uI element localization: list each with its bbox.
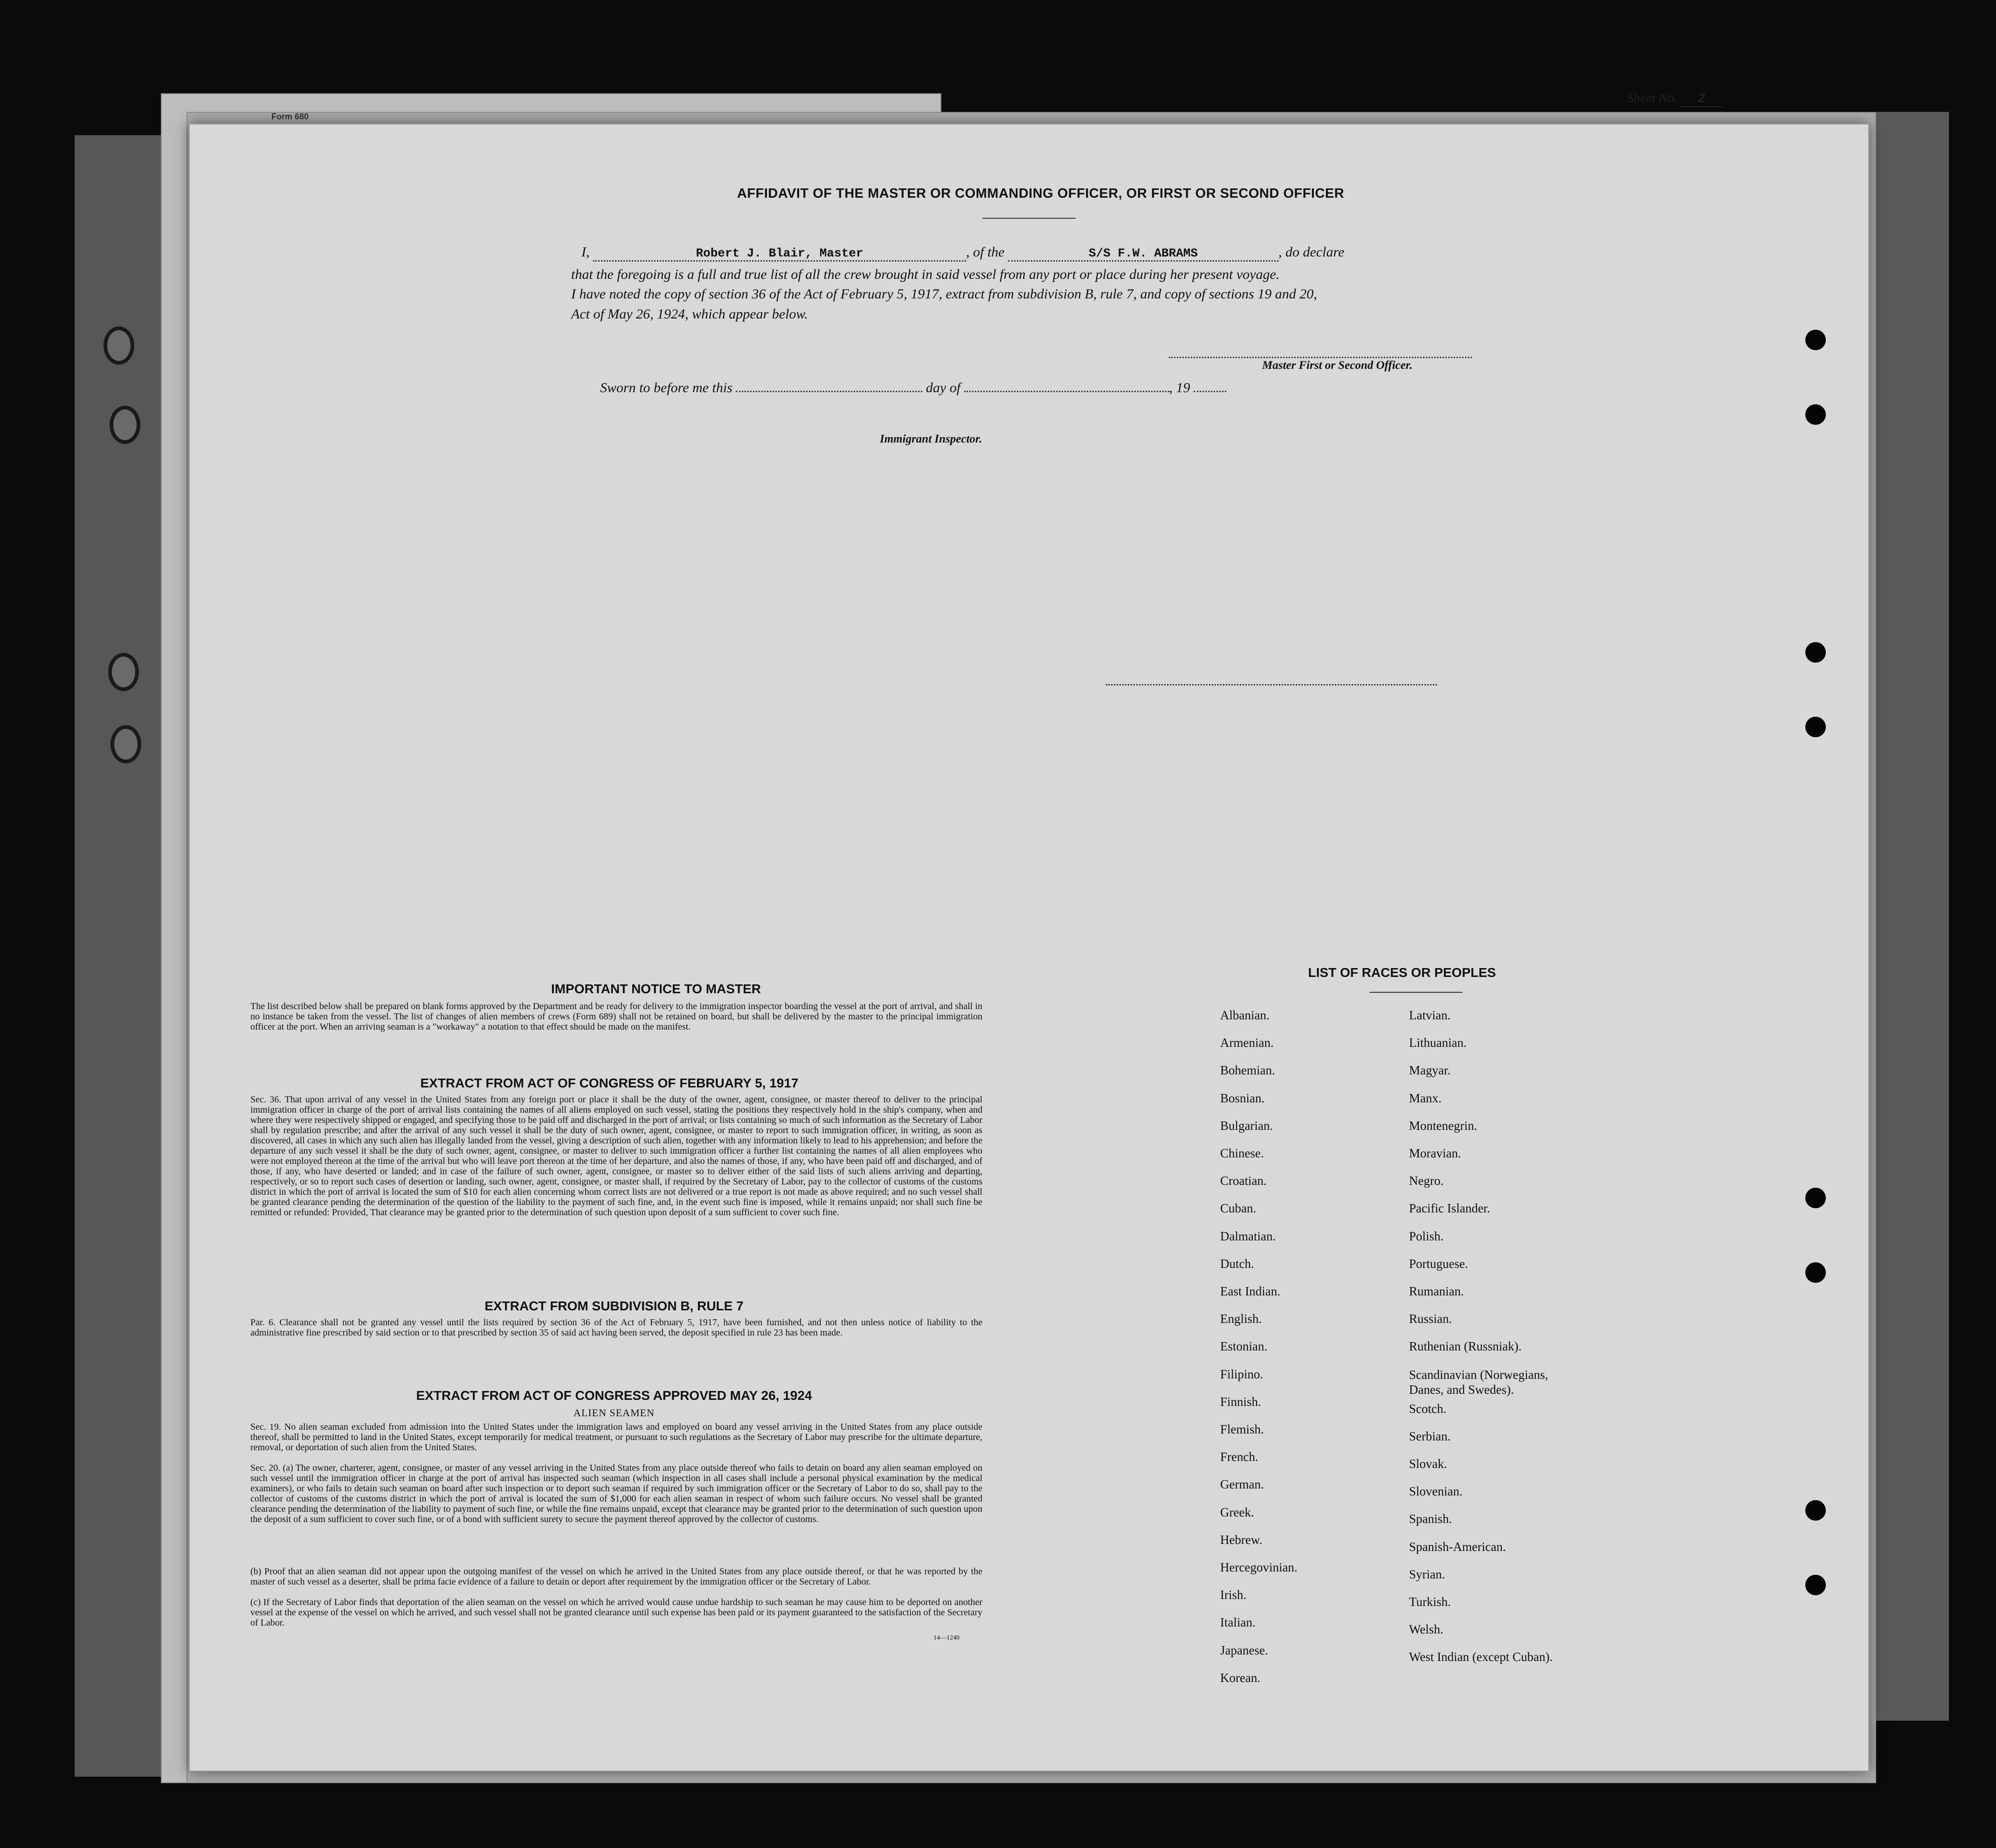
extract-1924-sec20c: (c) If the Secretary of Labor finds that deportation of the alien seaman on the vessel on which he arrived would cause undue hardship to such seaman he may cause him to be deported on another vessel at the expense of the vessel on which he arrived, and such vessel shall not be granted clearance until such expense has been paid or its payment guaranteed to the satisfaction of the Secretary of Labor. [250, 1597, 982, 1628]
race-item: Syrian. [1409, 1567, 1445, 1581]
punch-hole [1805, 1500, 1826, 1521]
race-item: Hebrew. [1220, 1533, 1263, 1547]
race-item: Magyar. [1409, 1063, 1451, 1077]
race-item: Chinese. [1220, 1146, 1264, 1160]
affidavit-title: AFFIDAVIT OF THE MASTER OR COMMANDING OFFICER, OR FIRST OR SECOND OFFICER [737, 186, 1345, 201]
extract-1924-subtitle: ALIEN SEAMEN [573, 1407, 655, 1419]
sheet-number: 2 [1680, 92, 1722, 107]
signature-caption: Master First or Second Officer. [1262, 359, 1413, 372]
affidavit-line-4: Act of May 26, 1924, which appear below. [571, 306, 808, 322]
punch-hole [1805, 1188, 1826, 1208]
form-number: Form 680 [271, 112, 309, 121]
punch-hole [1805, 717, 1826, 737]
notice-title: IMPORTANT NOTICE TO MASTER [551, 982, 761, 996]
race-item: Spanish. [1409, 1512, 1452, 1526]
binder-ring [111, 725, 141, 763]
race-item: Negro. [1409, 1174, 1444, 1188]
binder-ring [108, 653, 139, 691]
punch-hole [1805, 1262, 1826, 1283]
race-item: Moravian. [1409, 1146, 1461, 1160]
race-item: Welsh. [1409, 1622, 1443, 1636]
notice-body: The list described below shall be prepared on blank forms approved by the Department and be ready for delivery to the immigration inspector boarding the vessel at the port of arrival, and shall in no instance be taken from the vessel. The list of changes of alien members of crews (Form 689) shall not be retained on board, but shall be delivered by the master to the principal immigration officer at the port. When an arriving seaman is a "workaway" a notation to that effect should be made on the manifest. [250, 1001, 982, 1032]
race-item: Bulgarian. [1220, 1119, 1273, 1133]
extract-rule7-body: Par. 6. Clearance shall not be granted any vessel until the lists required by section 36 of the Act of February 5, 1917, have been furnished, and not then unless notice of liability to the administrative fine prescribed by said section or to that prescribed by section 35 of said act having been served, the deposit specified in rule 23 has been made. [250, 1317, 982, 1338]
race-item: Portuguese. [1409, 1257, 1468, 1271]
sworn-year-field [1194, 391, 1226, 392]
race-item: Italian. [1220, 1615, 1256, 1629]
race-item: Bosnian. [1220, 1091, 1265, 1105]
extract-1917-body: Sec. 36. That upon arrival of any vessel in the United States from any foreign port or place it shall be the duty of the owner, agent, consignee, or master thereof to deliver to the principal immigration officer in charge of the port of arrival lists containing the names of all aliens employed on such vessel, stating the positions they respectively hold in the ship's company, when and where they were respectively shipped or engaged, and specifying those to be paid off and discharged in the port of arrival; or lists containing so much of such information as the Secretary of Labor shall by regulation prescribe; and after the arrival of any such vessel it shall be the duty of such owner, agent, consignee, or master to report to such immigration officer, in writing, as soon as discovered, all cases in which any such alien has illegally landed from the vessel, giving a description of such alien, together with any information likely to lead to his apprehension; and before the departure of any such vessel it shall be the duty of such owner, agent, consignee, or master to deliver to such immigration officer a further list containing the names of all alien employees who were not employed thereon at the time of the arrival but who will leave port thereon at the time of her departure, and also the names of those, if any, who have been paid off and discharged, and of those, if any, who have deserted or landed; and in case of the failure of such owner, agent, consignee, or master so to deliver either of the said lists of such aliens arriving and departing, respectively, or so to report such cases of desertion or landing, such owner, agent, consignee, or master shall, if required by the Secretary of Labor, pay to the collector of customs of the customs district in which the port of arrival is located the sum of $10 for each alien concerning whom correct lists are not delivered or a true report is not made as above required; and no such vessel shall be granted clearance pending the determination of the question of the liability to the payment of such fine, and, in the event such fine is imposed, while it remains unpaid; nor shall such fine be remitted or refunded: Provided, That clearance may be granted prior to the determination of such question upon deposit of a sum sufficient to cover such fine. [250, 1094, 982, 1218]
race-item: Cuban. [1220, 1201, 1257, 1215]
race-item: Korean. [1220, 1671, 1261, 1685]
race-item: Montenegrin. [1409, 1119, 1478, 1133]
master-signature-line [1169, 357, 1472, 358]
sworn-line: Sworn to before me this day of , 19 [600, 380, 1463, 396]
race-item: Russian. [1409, 1312, 1452, 1326]
race-item: Japanese. [1220, 1643, 1268, 1657]
punch-hole [1805, 330, 1826, 350]
races-title: LIST OF RACES OR PEOPLES [1308, 965, 1496, 980]
race-item: Hercegovinian. [1220, 1560, 1298, 1574]
affidavit-page [189, 124, 1869, 1772]
race-item: Scotch. [1409, 1402, 1447, 1416]
race-item: Rumanian. [1409, 1284, 1464, 1298]
race-item: Polish. [1409, 1229, 1444, 1243]
race-item: Turkish. [1409, 1595, 1451, 1609]
extract-1924-title: EXTRACT FROM ACT OF CONGRESS APPROVED MAY 26, 1924 [416, 1388, 812, 1403]
race-item: Slovak. [1409, 1457, 1447, 1471]
race-item: Greek. [1220, 1505, 1254, 1519]
race-item: West Indian (except Cuban). [1409, 1650, 1553, 1664]
race-item: English. [1220, 1312, 1262, 1326]
race-item: Flemish. [1220, 1422, 1264, 1436]
race-item: Croatian. [1220, 1174, 1267, 1188]
affidavit-declaration-line: I, Robert J. Blair, Master , of the S/S F.W. ABRAMS , do declare [581, 244, 1514, 262]
race-item: German. [1220, 1477, 1264, 1491]
race-item: Albanian. [1220, 1008, 1270, 1022]
race-item: Serbian. [1409, 1429, 1451, 1443]
extract-1917-title: EXTRACT FROM ACT OF CONGRESS OF FEBRUARY 5, 1917 [420, 1076, 799, 1090]
race-item: Estonian. [1220, 1339, 1268, 1353]
inspector-signature-line [1106, 684, 1437, 685]
punch-hole [1805, 642, 1826, 663]
affidavit-line-2: that the foregoing is a full and true list of all the crew brought in said vessel from any port or place during her present voyage. [571, 267, 1280, 282]
punch-hole [1805, 404, 1826, 425]
sheet-number-label: Sheet No. 2 [1627, 91, 1722, 107]
race-item: French. [1220, 1450, 1258, 1464]
race-item: Irish. [1220, 1588, 1247, 1602]
race-item: Slovenian. [1409, 1484, 1463, 1498]
race-item: Scandinavian (Norwegians, Danes, and Swedes). [1409, 1368, 1548, 1397]
extract-1924-sec20a: Sec. 20. (a) The owner, charterer, agent, consignee, or master of any vessel arriving in the United States from any place outside thereof who fails to detain on board any alien seaman employed on such vessel until the immigration officer in charge at the port of arrival has inspected such seaman (which inspection in all cases shall include a personal physical examination by the medical examiners), or who fails to detain such seaman on board after such inspection or to deport such seaman if required by such immigration officer or the Secretary of Labor to do so, shall pay to the collector of customs of the customs district in which the port of arrival is located the sum of $1,000 for each alien seaman in respect of whom such failure occurs. No vessel shall be granted clearance pending the determination of the liability to payment of such fine, or while the fine remains unpaid, except that clearance may be granted prior to the determination of such question upon the deposit of a sum sufficient to cover such fine, or of a bond with sufficient surety to secure the payment thereof approved by the collector of customs. [250, 1463, 982, 1524]
punch-hole [1805, 1575, 1826, 1595]
race-item: Finnish. [1220, 1395, 1261, 1409]
race-item: Dutch. [1220, 1257, 1254, 1271]
race-item: Spanish-American. [1409, 1540, 1506, 1554]
inspector-caption: Immigrant Inspector. [880, 433, 982, 445]
race-item: Latvian. [1409, 1008, 1451, 1022]
affidavit-line-3: I have noted the copy of section 36 of the Act of February 5, 1917, extract from subdivision B, rule 7, and copy of sections 19 and 20, [571, 286, 1317, 302]
race-item: Pacific Islander. [1409, 1201, 1490, 1215]
race-item: Dalmatian. [1220, 1229, 1276, 1243]
title-rule [982, 218, 1076, 219]
binder-ring [110, 406, 140, 444]
races-title-rule [1369, 992, 1463, 993]
master-name-field: Robert J. Blair, Master [593, 246, 966, 262]
race-item: Manx. [1409, 1091, 1442, 1105]
sworn-day-field [736, 391, 922, 392]
vessel-name-field: S/S F.W. ABRAMS [1008, 246, 1278, 262]
extract-1924-sec19: Sec. 19. No alien seaman excluded from admission into the United States under the immigration laws and employed on board any vessel arriving in the United States from any place outside thereof, shall be permitted to land in the United States, except temporarily for medical treatment, or pursuant to such regulations as the Secretary of Labor may prescribe for the ultimate departure, removal, or deportation of such alien from the United States. [250, 1422, 982, 1453]
extract-1924-sec20b: (b) Proof that an alien seaman did not appear upon the outgoing manifest of the vessel on which he arrived in the United States from any place outside thereof, or that he was reported by the master of such vessel as a deserter, shall be prima facie evidence of a failure to detain or deport after requirement by the immigration officer or the Secretary of Labor. [250, 1566, 982, 1587]
race-item: Ruthenian (Russniak). [1409, 1339, 1522, 1353]
race-item: Lithuanian. [1409, 1036, 1467, 1050]
binder-ring [104, 326, 134, 365]
sworn-month-field [964, 391, 1169, 392]
race-item: Bohemian. [1220, 1063, 1275, 1077]
print-code: 14—1240 [933, 1634, 960, 1641]
race-item: Filipino. [1220, 1367, 1264, 1381]
race-item: Armenian. [1220, 1036, 1274, 1050]
extract-rule7-title: EXTRACT FROM SUBDIVISION B, RULE 7 [484, 1299, 744, 1313]
race-item: East Indian. [1220, 1284, 1280, 1298]
